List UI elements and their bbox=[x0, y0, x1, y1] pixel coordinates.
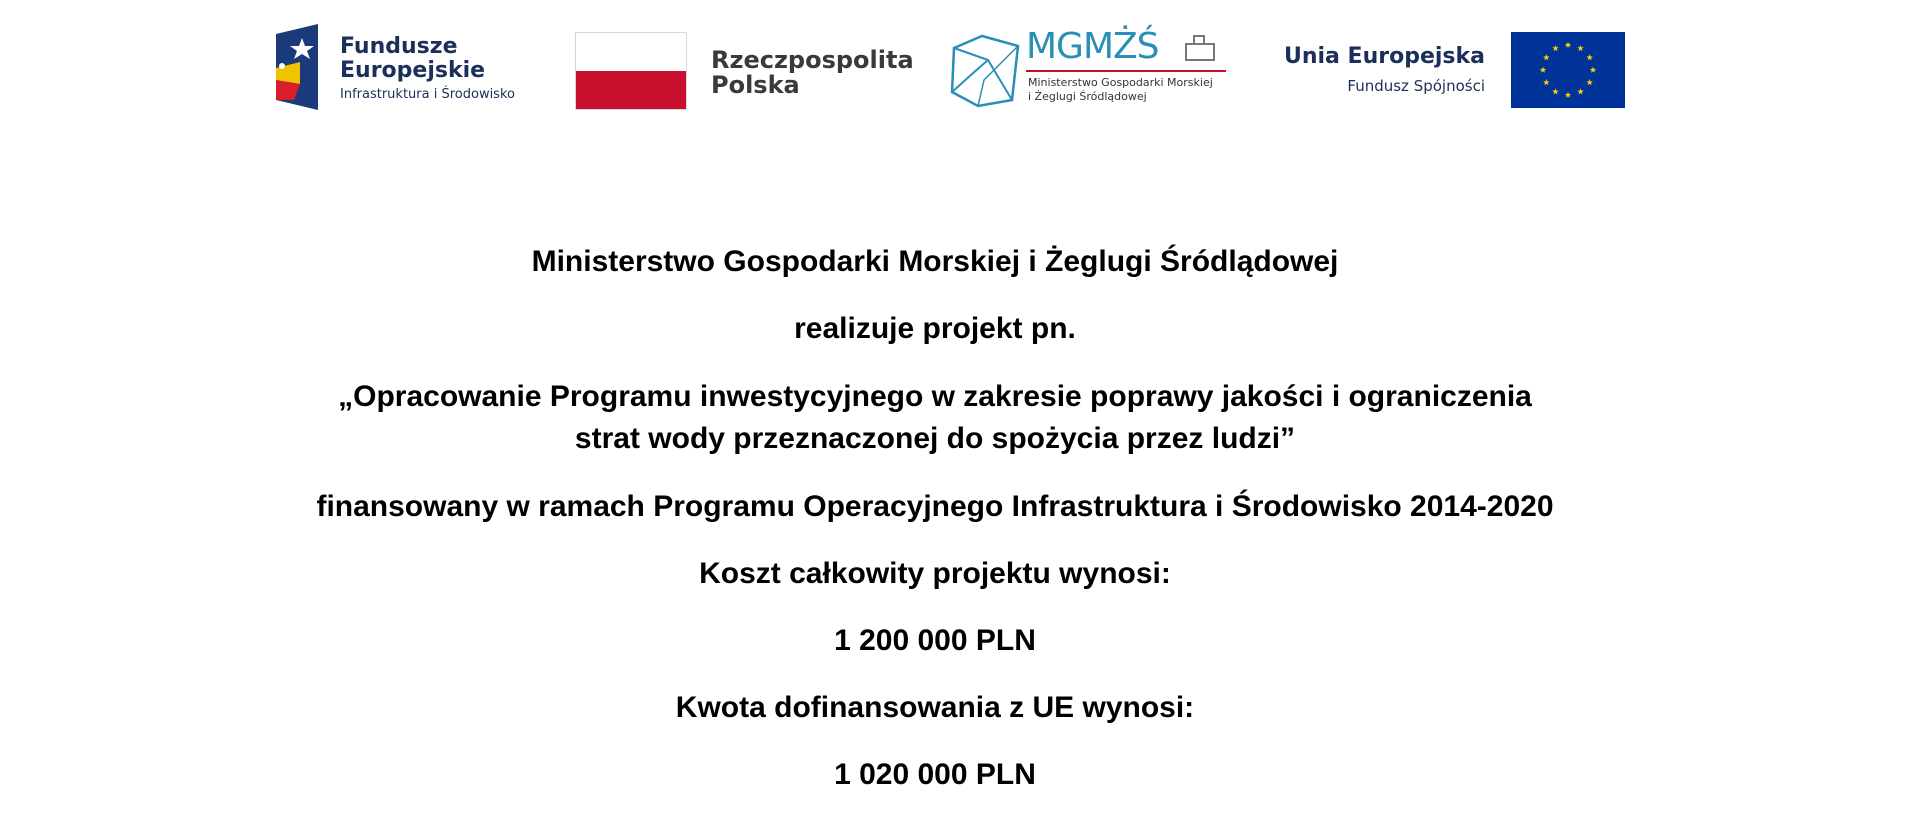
fundusze-line1: Fundusze bbox=[340, 34, 458, 59]
project-title bbox=[0, 376, 1870, 460]
fundusze-line2: Europejskie bbox=[340, 58, 486, 83]
intro-text: realizuje projekt pn. bbox=[794, 312, 1076, 345]
unia-europejska-logo bbox=[1280, 30, 1625, 110]
project-title-line2: strat wody przeznaczonej do spożycia przez ludzi” bbox=[574, 422, 1296, 455]
total-cost-value: 1 200 000 PLN bbox=[834, 624, 1036, 657]
rzeczpospolita-line2: Polska bbox=[711, 71, 800, 100]
eu-flag-icon bbox=[1511, 32, 1625, 108]
fundusze-europejskie-logo bbox=[272, 22, 542, 112]
ship-icon bbox=[1180, 34, 1220, 64]
project-announcement bbox=[0, 242, 1870, 822]
ministry-line1: Ministerstwo Gospodarki Morskiej bbox=[1028, 76, 1213, 89]
ministry-line2: i Żeglugi Śródlądowej bbox=[1028, 90, 1147, 104]
ministry-red-rule bbox=[1026, 70, 1226, 72]
project-title-line1: „Opracowanie Programu inwestycyjnego w zakresie poprawy jakości i ograniczenia bbox=[338, 380, 1532, 413]
unia-line1: Unia Europejska bbox=[1283, 44, 1485, 69]
total-cost-label: Koszt całkowity projektu wynosi: bbox=[699, 557, 1171, 590]
fundusze-europejskie-emblem-icon bbox=[272, 22, 322, 112]
logo-bar bbox=[0, 0, 1920, 130]
ministerstwo-logo bbox=[948, 26, 1248, 116]
fundusze-line3: Infrastruktura i Środowisko bbox=[340, 87, 515, 102]
eu-funding-label: Kwota dofinansowania z UE wynosi: bbox=[675, 691, 1195, 724]
ministry-emblem-icon bbox=[948, 30, 1020, 108]
financing-text: finansowany w ramach Programu Operacyjnego Infrastruktura i Środowisko 2014-2020 bbox=[316, 490, 1554, 523]
rzeczpospolita-line1: Rzeczpospolita bbox=[711, 46, 914, 74]
unia-line2: Fundusz Spójności bbox=[1347, 77, 1485, 95]
ministry-name: Ministerstwo Gospodarki Morskiej i Żeglugi Śródlądowej bbox=[531, 245, 1339, 278]
rzeczpospolita-polska-logo bbox=[575, 32, 915, 112]
polish-flag-icon bbox=[575, 32, 687, 110]
eu-funding-value: 1 020 000 PLN bbox=[834, 758, 1036, 791]
ministry-abbreviation: MGMŻŚ bbox=[1026, 26, 1159, 67]
